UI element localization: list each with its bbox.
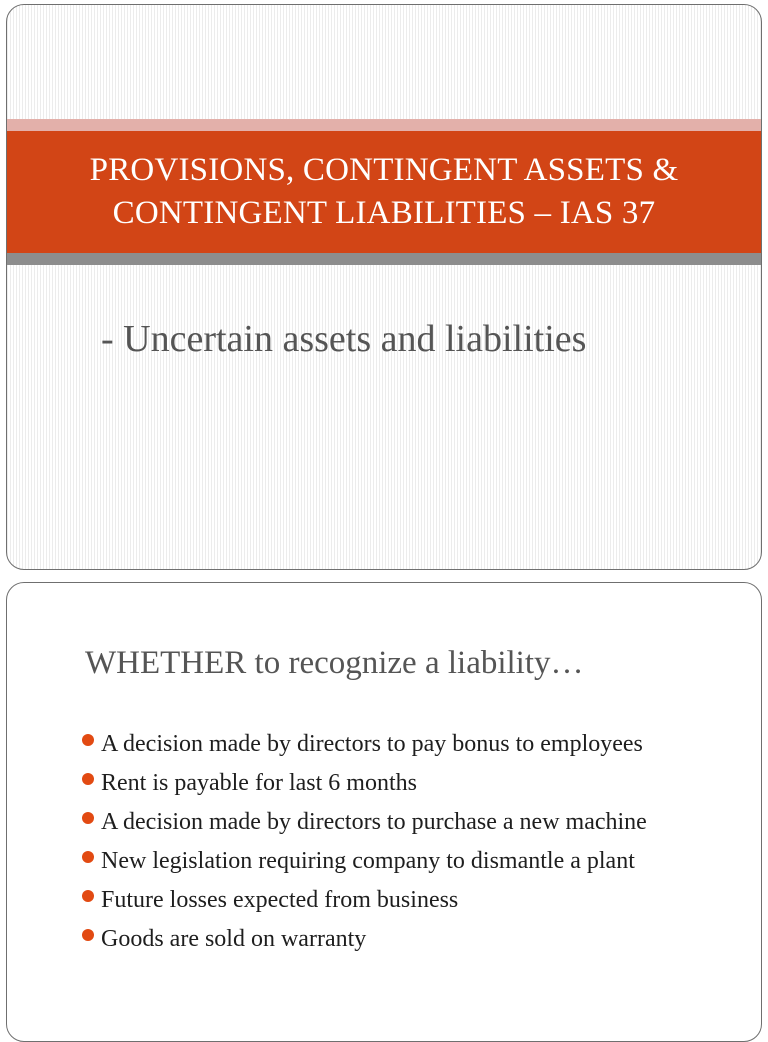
slide-title-line-1: PROVISIONS, CONTINGENT ASSETS & bbox=[89, 152, 679, 188]
bullet-list bbox=[81, 728, 751, 962]
list-item bbox=[81, 728, 751, 761]
list-item-text: Rent is payable for last 6 months bbox=[101, 770, 417, 796]
content-slide bbox=[6, 582, 762, 1042]
slide-heading: WHETHER to recognize a liability… bbox=[85, 645, 584, 681]
title-band bbox=[7, 131, 761, 253]
bullet-icon bbox=[82, 851, 94, 863]
bullet-icon bbox=[82, 812, 94, 824]
accent-band-bottom bbox=[7, 253, 761, 265]
accent-band-top bbox=[7, 119, 761, 131]
bullet-icon bbox=[82, 734, 94, 746]
bullet-icon bbox=[82, 773, 94, 785]
list-item bbox=[81, 767, 751, 800]
bullet-icon bbox=[82, 890, 94, 902]
list-item-text: A decision made by directors to pay bonus to employees bbox=[101, 731, 643, 757]
slide-title bbox=[90, 149, 679, 235]
list-item-text: Goods are sold on warranty bbox=[101, 926, 367, 952]
list-item-text: A decision made by directors to purchase a new machine bbox=[101, 809, 647, 835]
bullet-icon bbox=[82, 929, 94, 941]
list-item-text: New legislation requiring company to dismantle a plant bbox=[101, 848, 635, 874]
list-item bbox=[81, 923, 751, 956]
slide-title-line-2: CONTINGENT LIABILITIES – IAS 37 bbox=[112, 195, 656, 231]
list-item-text: Future losses expected from business bbox=[101, 887, 459, 913]
slide-subtitle: - Uncertain assets and liabilities bbox=[101, 318, 587, 360]
list-item bbox=[81, 806, 751, 839]
list-item bbox=[81, 884, 751, 917]
list-item bbox=[81, 845, 751, 878]
title-slide bbox=[6, 4, 762, 570]
